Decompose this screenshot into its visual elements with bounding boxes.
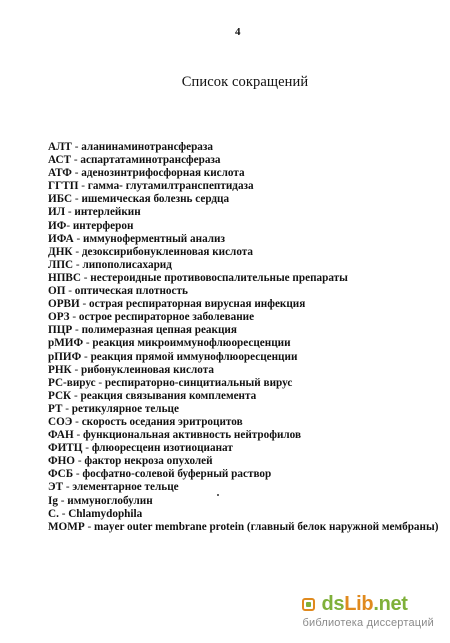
abbreviation-term: ПЦР — [48, 324, 73, 337]
abbreviation-term: РНК — [48, 363, 72, 376]
abbreviation-row — [48, 455, 438, 468]
abbreviation-separator: - — [80, 271, 91, 284]
abbreviation-separator: - — [62, 402, 72, 415]
abbreviation-term: ФСБ — [48, 468, 74, 481]
abbreviation-definition: оптическая плотность — [74, 285, 188, 298]
abbreviation-separator: - — [73, 232, 84, 245]
abbreviation-definition: интерферон — [72, 219, 134, 232]
abbreviation-separator: - — [71, 363, 81, 376]
abbreviation-definition: фосфатно-солевой буферный раствор — [82, 468, 272, 481]
abbreviation-definition: аспартатаминотрансфераза — [80, 154, 221, 167]
abbreviation-definition: реакция связывания комплемента — [80, 389, 257, 402]
abbreviation-term: АТФ — [48, 167, 72, 180]
abbreviation-row — [48, 377, 438, 390]
abbreviation-term: ОРВИ — [48, 298, 80, 311]
abbreviation-term: ЛПС — [48, 258, 74, 271]
abbreviation-definition: интерлейкин — [74, 206, 141, 219]
abbreviation-row — [48, 285, 438, 298]
abbreviation-term: ЭТ — [48, 481, 64, 494]
abbreviation-term: РСК — [48, 389, 72, 402]
abbreviation-separator: - — [58, 507, 69, 520]
abbreviation-row — [48, 495, 438, 508]
abbreviation-term: ИБС — [48, 193, 73, 206]
abbreviation-definition: аланинаминотрансфераза — [81, 141, 213, 153]
abbreviation-separator: - — [78, 180, 88, 193]
abbreviation-term: РТ — [48, 402, 63, 415]
abbreviation-term: Ig — [48, 494, 58, 507]
abbreviation-separator: - — [66, 219, 73, 232]
abbreviation-definition: функциональная активность нейтрофилов — [83, 429, 302, 442]
abbreviation-separator: - — [57, 494, 68, 507]
abbreviation-term: ФИТЦ — [48, 442, 83, 455]
abbreviation-term: ОРЗ — [48, 311, 70, 324]
abbreviation-term: ИФ — [48, 219, 67, 232]
abbreviation-separator: - — [73, 468, 83, 481]
abbreviation-definition: иммуноферментный анализ — [83, 232, 225, 245]
abbreviation-row — [48, 364, 438, 377]
abbreviation-definition: острое респираторное заболевание — [78, 311, 255, 324]
abbreviation-term: ФАН — [48, 429, 74, 442]
brand-part-ds: ds — [321, 593, 345, 615]
abbreviation-term: ОП — [48, 285, 66, 298]
abbreviation-row — [48, 246, 438, 259]
abbreviation-term: ГГТП — [48, 180, 79, 193]
abbreviation-definition: рибонуклеиновая кислота — [80, 363, 214, 376]
abbreviation-separator: - — [72, 415, 82, 428]
abbreviation-definition: скорость оседания эритроцитов — [81, 415, 243, 428]
stray-dot — [217, 494, 219, 496]
abbreviation-term: ФНО — [48, 455, 76, 468]
watermark[interactable] — [302, 593, 434, 629]
abbreviation-separator: - — [71, 389, 81, 402]
abbreviation-definition: флюоресцеин изотиоцианат — [91, 442, 233, 455]
abbreviation-term: РС-вирус — [48, 376, 96, 389]
abbreviation-term: МОМР — [48, 520, 85, 533]
abbreviation-term: АЛТ — [48, 141, 72, 153]
abbreviation-separator: - — [83, 337, 93, 350]
abbreviation-row — [48, 521, 438, 534]
abbreviation-separator: - — [69, 311, 79, 324]
abbreviation-definition: респираторно-синцитиальный вирус — [104, 376, 293, 389]
abbreviation-row — [48, 351, 438, 364]
abbreviation-separator: - — [71, 141, 82, 153]
page-number: 4 — [235, 26, 241, 38]
abbreviation-separator: - — [79, 298, 90, 311]
abbreviation-separator: - — [81, 350, 91, 363]
abbreviation-row — [48, 429, 438, 442]
abbreviation-definition: ретикулярное тельце — [71, 402, 179, 415]
abbreviation-separator: - — [75, 455, 85, 468]
abbreviation-separator: - — [72, 245, 82, 258]
abbreviation-definition: Chlamydophila — [68, 507, 143, 520]
abbreviation-definition: гамма- глутамилтранспептидаза — [87, 180, 254, 193]
page-title: Список сокращений — [181, 74, 309, 90]
abbreviation-definition: иммуноглобулин — [67, 494, 153, 507]
abbreviation-separator: - — [84, 520, 94, 533]
abbreviation-definition: mayer outer membrane protein (главный белок наружной мембраны) — [93, 520, 439, 533]
abbreviation-definition: острая респираторная вирусная инфекция — [89, 298, 306, 311]
abbreviation-row — [48, 141, 438, 154]
abbreviation-row — [48, 390, 438, 403]
abbreviation-definition: ишемическая болезнь сердца — [81, 193, 230, 206]
abbreviation-row — [48, 337, 438, 350]
abbreviation-row — [48, 508, 438, 521]
abbreviation-row — [48, 468, 438, 481]
abbreviation-term: ИФА — [48, 232, 74, 245]
abbreviation-row — [48, 298, 438, 311]
abbreviation-separator: - — [71, 167, 82, 180]
abbreviation-row — [48, 324, 438, 337]
abbreviation-definition: фактор некроза опухолей — [84, 455, 213, 468]
brand-part-lib: Lib — [344, 593, 374, 615]
abbreviation-row — [48, 259, 438, 272]
abbreviation-row — [48, 193, 438, 206]
abbreviation-term: СОЭ — [48, 415, 73, 428]
abbreviation-list — [48, 141, 438, 534]
abbreviation-definition: нестероидные противовоспалительные препараты — [90, 271, 348, 284]
abbreviation-definition: полимеразная цепная реакция — [81, 324, 237, 337]
abbreviation-row — [48, 442, 438, 455]
watermark-brand — [321, 593, 407, 616]
abbreviation-term: ДНК — [48, 245, 73, 258]
abbreviation-term: рПИФ — [48, 350, 82, 363]
abbreviation-term: ИЛ — [48, 206, 66, 219]
abbreviation-row — [48, 481, 438, 494]
abbreviation-row — [48, 233, 438, 246]
abbreviation-term: рМИФ — [48, 337, 84, 350]
abbreviation-separator: - — [65, 285, 75, 298]
abbreviation-row — [48, 220, 438, 233]
abbreviation-row — [48, 416, 438, 429]
abbreviation-separator: - — [73, 258, 83, 271]
abbreviation-separator: - — [72, 193, 82, 206]
abbreviation-term: НПВС — [48, 271, 81, 284]
abbreviation-separator: - — [63, 481, 73, 494]
abbreviation-row — [48, 272, 438, 285]
abbreviation-definition: реакция микроиммунофлюоресценции — [92, 337, 291, 350]
brand-part-net: .net — [373, 593, 408, 615]
abbreviation-definition: дезоксирибонуклеиновая кислота — [81, 245, 254, 258]
abbreviation-definition: аденозинтрифосфорная кислота — [81, 167, 245, 180]
abbreviation-separator: - — [95, 376, 105, 389]
abbreviation-row — [48, 403, 438, 416]
abbreviation-separator: - — [71, 154, 81, 167]
abbreviation-definition: реакция прямой иммунофлюоресценции — [90, 350, 298, 363]
abbreviation-separator: - — [73, 429, 84, 442]
abbreviation-separator: - — [72, 324, 82, 337]
abbreviation-row — [48, 180, 438, 193]
abbreviation-definition: элементарное тельце — [72, 481, 179, 494]
abbreviation-separator: - — [82, 442, 92, 455]
abbreviation-row — [48, 311, 438, 324]
abbreviation-row — [48, 154, 438, 167]
abbreviation-separator: - — [65, 206, 75, 219]
watermark-subtitle: библиотека диссертаций — [302, 617, 434, 629]
abbreviation-term: АСТ — [48, 154, 72, 167]
abbreviation-definition: липополисахарид — [82, 258, 172, 271]
dslib-logo-icon — [302, 598, 315, 611]
abbreviation-row — [48, 206, 438, 219]
abbreviation-term: C. — [48, 507, 59, 520]
abbreviation-row — [48, 167, 438, 180]
